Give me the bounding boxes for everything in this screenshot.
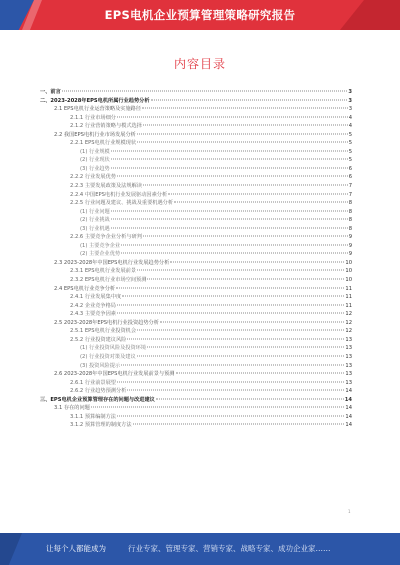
toc-leader-dots — [111, 227, 348, 228]
toc-entry-page: 8 — [348, 200, 352, 207]
header-banner — [0, 0, 400, 30]
toc-entry[interactable] — [40, 242, 352, 251]
toc-entry-title: 2.3 2023-2028年中国EPS电机行业发展趋势分析 — [54, 259, 170, 266]
toc-entry-page: 13 — [345, 353, 352, 360]
toc-entry-page: 14 — [345, 405, 352, 412]
toc-entry-title: 2.2 我国EPS电机行业市场发展分析 — [54, 131, 136, 138]
toc-entry[interactable] — [40, 413, 352, 422]
toc-entry-title: 2.3.2 EPS电机行业市场空间预测 — [70, 277, 147, 284]
toc-entry-title: 2.6.1 行业前景展望 — [70, 379, 116, 386]
toc-leader-dots — [117, 381, 344, 382]
toc-entry-title: (3) 行业趋势 — [80, 165, 110, 172]
toc-entry-title: (3) 投资风险提示 — [80, 362, 121, 369]
toc-entry-page: 14 — [345, 422, 352, 429]
toc-entry[interactable] — [40, 105, 352, 114]
toc-entry[interactable] — [40, 310, 352, 319]
toc-leader-dots — [117, 176, 348, 177]
toc-entry[interactable] — [40, 97, 352, 106]
toc-entry-title: (1) 行业问题 — [80, 208, 110, 215]
toc-entry[interactable] — [40, 199, 352, 208]
toc-entry-title: (2) 行业投资对策及建议 — [80, 353, 136, 360]
toc-entry-page: 4 — [348, 114, 352, 121]
toc-entry-title: 2.1.1 行业市场细分 — [70, 114, 116, 121]
toc-entry-page: 8 — [348, 217, 352, 224]
toc-leader-dots — [117, 313, 344, 314]
report-title: EPS电机企业预算管理策略研究报告 — [104, 8, 296, 22]
toc-entry-page: 13 — [345, 371, 352, 378]
toc-leader-dots — [111, 167, 348, 168]
toc-entry[interactable] — [40, 379, 352, 388]
toc-entry-title: (2) 行业挑战 — [80, 217, 110, 224]
toc-entry-page: 6 — [348, 174, 352, 181]
toc-entry[interactable] — [40, 353, 352, 362]
toc-entry[interactable] — [40, 131, 352, 140]
toc-entry-page: 11 — [345, 294, 352, 301]
toc-leader-dots — [62, 91, 348, 92]
toc-entry[interactable] — [40, 396, 352, 405]
toc-entry-page: 12 — [345, 311, 352, 318]
toc-entry-title: 2.4.2 企业竞争格局 — [70, 302, 116, 309]
toc-entry-page: 4 — [348, 123, 352, 130]
toc-entry-page: 14 — [345, 388, 352, 395]
toc-entry-page: 6 — [348, 165, 352, 172]
toc-entry-title: 三、EPS电机企业预算管理存在的问题与改进建议 — [40, 396, 155, 403]
toc-leader-dots — [111, 150, 348, 151]
toc-entry-title: 一、前言 — [40, 89, 61, 95]
toc-entry[interactable] — [40, 216, 352, 225]
toc-entry-page: 9 — [348, 242, 352, 249]
toc-entry-title: 2.1 EPS电机行业运营策略及实施路径 — [54, 106, 142, 113]
toc-entry-page: 13 — [345, 336, 352, 343]
footer-banner — [0, 533, 400, 565]
toc-entry-title: 2.2.5 行业问题及建议、挑战及重要机遇分析 — [70, 200, 174, 207]
footer-tagline: 行业专家、管理专家、营销专家、战略专家、成功企业家…… — [128, 544, 331, 553]
toc-entry[interactable] — [40, 88, 352, 97]
toc-entry[interactable] — [40, 173, 352, 182]
toc-entry-title: 2.4 EPS电机行业竞争分析 — [54, 285, 116, 292]
toc-entry-title: (1) 主要竞争企业 — [80, 242, 121, 249]
toc-entry-title: 2.6.2 行业趋势预测分析 — [70, 388, 127, 395]
toc-leader-dots — [91, 407, 345, 408]
toc-entry-page: 3 — [348, 106, 352, 113]
toc-entry[interactable] — [40, 293, 352, 302]
toc-leader-dots — [151, 99, 348, 100]
toc-entry-title: 2.2.3 主要发展政策及法规解读 — [70, 183, 142, 190]
toc-entry-title: (1) 行业规模 — [80, 148, 110, 155]
toc-leader-dots — [143, 185, 348, 186]
toc-entry[interactable] — [40, 370, 352, 379]
toc-entry-title: 2.6 2023-2028年中国EPS电机行业发展前景与预测 — [54, 371, 175, 378]
footer-notch — [0, 533, 22, 565]
toc-entry-title: 2.5.1 EPS电机行业投资机会 — [70, 328, 137, 335]
toc-leader-dots — [127, 338, 344, 339]
toc-entry-page: 12 — [345, 328, 352, 335]
toc-leader-dots — [121, 253, 348, 254]
toc-entry-title: 3.1.1 预算编制方法 — [70, 413, 116, 420]
toc-entry-page: 14 — [344, 396, 352, 403]
toc-entry-title: (3) 行业机遇 — [80, 225, 110, 232]
toc-leader-dots — [127, 390, 344, 391]
toc-leader-dots — [137, 330, 344, 331]
toc-entry[interactable] — [40, 156, 352, 165]
toc-leader-dots — [117, 116, 348, 117]
toc-entry[interactable] — [40, 387, 352, 396]
toc-leader-dots — [122, 296, 344, 297]
toc-leader-dots — [133, 424, 345, 425]
toc-leader-dots — [174, 202, 348, 203]
toc-entry[interactable] — [40, 344, 352, 353]
toc-heading: 内容目录 — [173, 57, 226, 71]
toc-entry-page: 10 — [345, 259, 352, 266]
toc-entry[interactable] — [40, 267, 352, 276]
toc-leader-dots — [111, 219, 348, 220]
toc-entry-title: 2.2.1 EPS电机行业规模现状 — [70, 140, 137, 147]
toc-leader-dots — [137, 142, 348, 143]
toc-entry-page: 5 — [348, 131, 352, 138]
toc-entry[interactable] — [40, 302, 352, 311]
toc-leader-dots — [156, 398, 344, 399]
toc-leader-dots — [111, 159, 348, 160]
toc-entry-title: 2.2.2 行业发展优势 — [70, 174, 116, 181]
toc-entry-page: 14 — [345, 413, 352, 420]
table-of-contents — [40, 88, 352, 430]
toc-entry-page: 9 — [348, 234, 352, 241]
toc-entry-page: 13 — [345, 362, 352, 369]
footer-slogan: 让每个人都能成为 — [46, 544, 106, 553]
toc-entry-page: 8 — [348, 208, 352, 215]
toc-entry-title: 2.5.2 行业投资建议风险 — [70, 336, 127, 343]
toc-entry[interactable] — [40, 259, 352, 268]
toc-entry[interactable] — [40, 148, 352, 157]
toc-entry[interactable] — [40, 139, 352, 148]
toc-leader-dots — [170, 261, 344, 262]
toc-leader-dots — [137, 355, 345, 356]
toc-entry-title: (2) 主要企业优势 — [80, 251, 121, 258]
toc-entry-title: 3.1.2 预算管理的制度方法 — [70, 422, 132, 429]
toc-entry-page: 10 — [345, 268, 352, 275]
toc-entry[interactable] — [40, 276, 352, 285]
toc-entry-page: 3 — [348, 97, 352, 104]
toc-entry[interactable] — [40, 327, 352, 336]
toc-leader-dots — [117, 304, 344, 305]
toc-entry-page: 13 — [345, 379, 352, 386]
toc-entry[interactable] — [40, 191, 352, 200]
toc-entry[interactable] — [40, 208, 352, 217]
toc-entry[interactable] — [40, 114, 352, 123]
toc-entry-title: 2.2.4 中国EPS电机行业发展驱动因素分析 — [70, 191, 168, 198]
toc-entry-page: 5 — [348, 157, 352, 164]
toc-leader-dots — [147, 347, 344, 348]
toc-entry[interactable] — [40, 182, 352, 191]
toc-entry-page: 5 — [348, 148, 352, 155]
toc-leader-dots — [160, 321, 344, 322]
toc-leader-dots — [143, 125, 348, 126]
toc-entry-page: 11 — [345, 285, 352, 292]
toc-entry[interactable] — [40, 165, 352, 174]
toc-entry-title: 2.5 2023-2028年EPS电机行业投资趋势分析 — [54, 319, 159, 326]
toc-entry-title: (1) 行业投资风险及投资环境 — [80, 345, 147, 352]
toc-entry-page: 12 — [345, 319, 352, 326]
toc-entry-page: 9 — [348, 251, 352, 258]
toc-entry-page: 8 — [348, 225, 352, 232]
toc-entry[interactable] — [40, 225, 352, 234]
toc-leader-dots — [111, 210, 348, 211]
toc-leader-dots — [121, 364, 344, 365]
toc-entry-title: 3.1 存在的问题 — [54, 405, 90, 412]
toc-leader-dots — [121, 244, 348, 245]
toc-entry-title: 2.4.1 行业发展集中度 — [70, 294, 122, 301]
toc-leader-dots — [137, 270, 344, 271]
toc-leader-dots — [137, 133, 348, 134]
toc-entry[interactable] — [40, 122, 352, 131]
toc-entry-page: 7 — [348, 191, 352, 198]
toc-entry[interactable] — [40, 285, 352, 294]
toc-entry-title: 2.4.3 主要竞争因素 — [70, 311, 116, 318]
toc-entry-page: 10 — [345, 277, 352, 284]
toc-entry-title: 2.2.6 主要竞争企业分析与研判 — [70, 234, 142, 241]
toc-entry-title: 二、2023-2028年EPS电机所属行业趋势分析 — [40, 97, 150, 104]
toc-entry[interactable] — [40, 362, 352, 371]
toc-leader-dots — [176, 373, 345, 374]
toc-entry-title: 2.1.2 行业营销策略与模式选择 — [70, 123, 142, 130]
toc-entry-title: 2.3.1 EPS电机行业发展前景 — [70, 268, 137, 275]
toc-entry-page: 11 — [345, 302, 352, 309]
toc-entry[interactable] — [40, 319, 352, 328]
toc-entry[interactable] — [40, 336, 352, 345]
toc-entry[interactable] — [40, 233, 352, 242]
toc-entry-page: 5 — [348, 140, 352, 147]
toc-leader-dots — [116, 287, 344, 288]
toc-entry[interactable] — [40, 404, 352, 413]
toc-entry-page: 3 — [348, 89, 352, 95]
page-marker: 1 — [348, 509, 351, 514]
toc-leader-dots — [147, 279, 344, 280]
toc-leader-dots — [143, 236, 348, 237]
toc-entry-title: (2) 行业现状 — [80, 157, 110, 164]
toc-entry-page: 13 — [345, 345, 352, 352]
toc-entry-page: 7 — [348, 183, 352, 190]
toc-entry[interactable] — [40, 421, 352, 430]
toc-entry[interactable] — [40, 250, 352, 259]
toc-leader-dots — [117, 415, 344, 416]
toc-leader-dots — [142, 108, 348, 109]
toc-leader-dots — [168, 193, 348, 194]
